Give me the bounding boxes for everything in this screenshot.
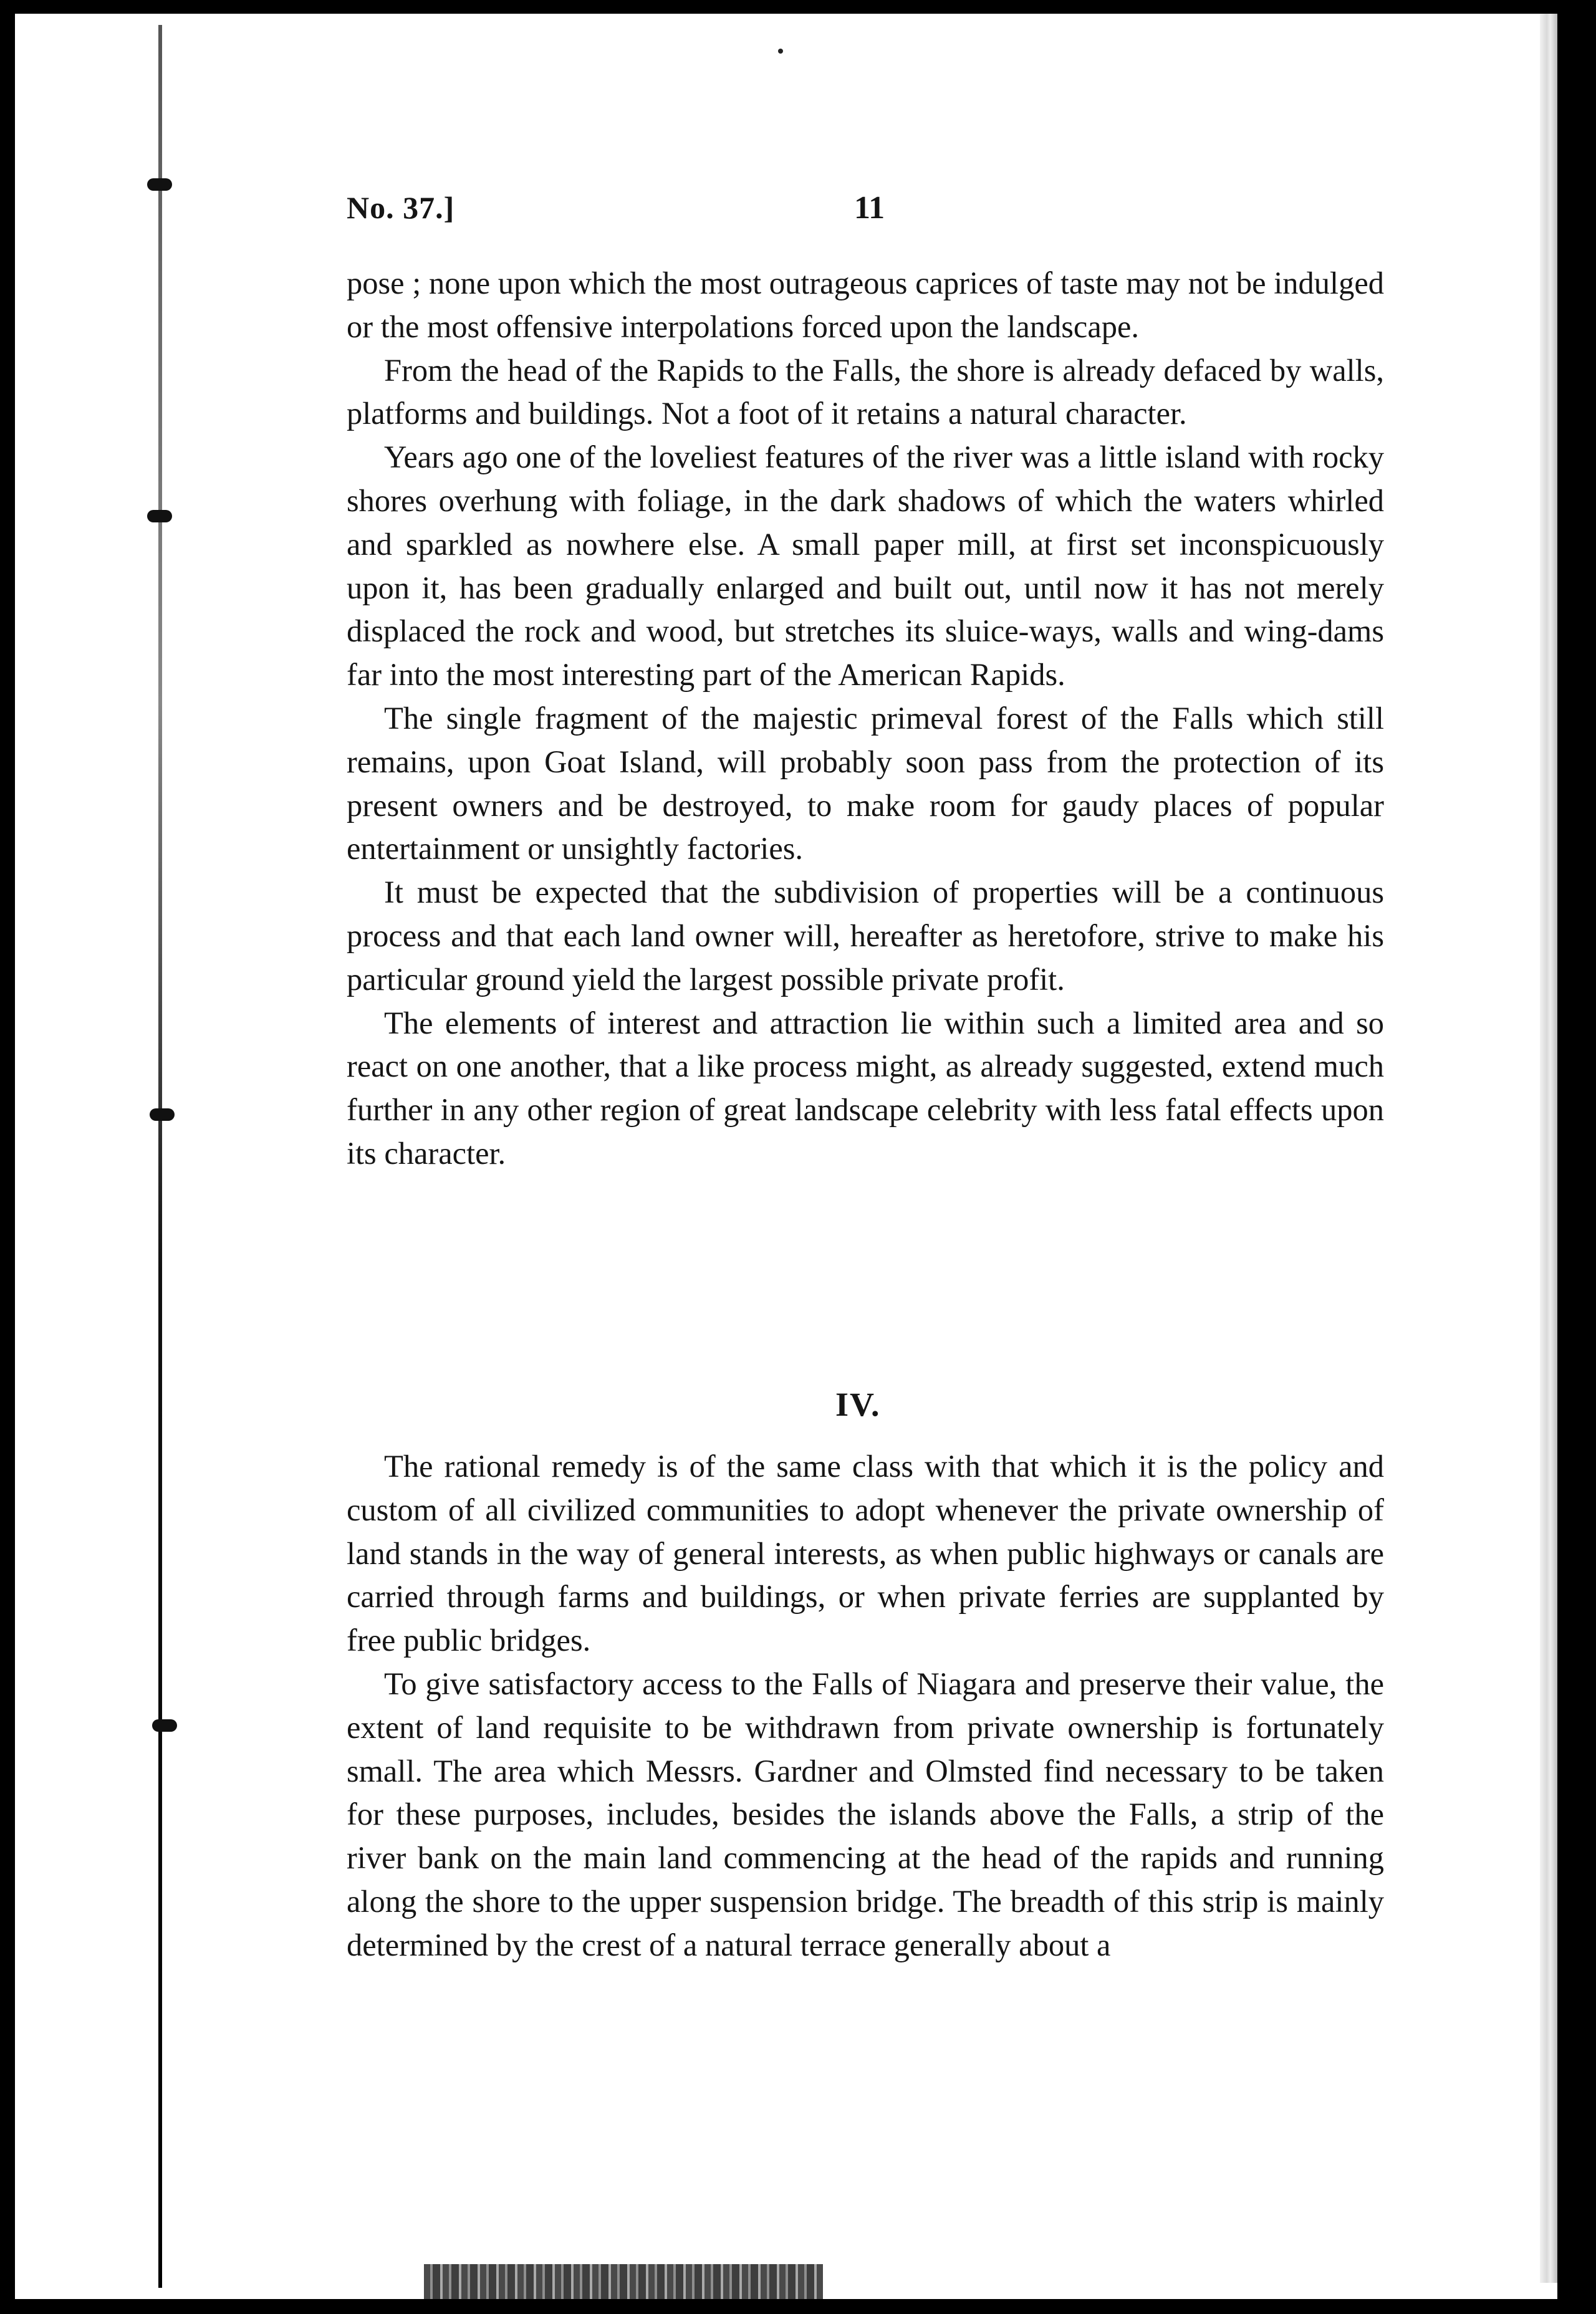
- body-text: [347, 262, 1384, 1176]
- paragraph: The rational remedy is of the same class with that which it is the policy and custom of all civilized communities to adopt whenever the private ownership of land stands in the way of general interests, as when public highways or canals are carried through farms and buildings, or when private ferries are supplanted by free public bridges.: [347, 1449, 1384, 1658]
- binding-stitch-mark: [152, 1719, 177, 1732]
- scan-right-border: [1557, 0, 1596, 2314]
- paragraph: It must be expected that the subdivision of properties will be a continuous process and that each land owner will, hereafter as heretofore, strive to make his particular ground yield the largest possible private profit.: [347, 875, 1384, 997]
- document-number: No. 37.]: [347, 190, 455, 225]
- section-heading: IV.: [835, 1386, 881, 1423]
- gutter-line: [158, 25, 162, 2288]
- paragraph: pose ; none upon which the most outrageous caprices of taste may not be indulged or the most offensive interpolations forced upon the landscape.: [347, 266, 1384, 344]
- scan-left-border: [0, 0, 15, 2314]
- scan-top-border: [0, 0, 1596, 14]
- page-number: 11: [854, 190, 885, 226]
- paragraph: The single fragment of the majestic primeval forest of the Falls which still remains, upon Goat Island, will probably soon pass from the protection of its present owners and be destroyed, to make room for gaudy places of popular entertainment or unsightly factories.: [347, 700, 1384, 867]
- page-header: [347, 190, 1384, 239]
- scan-bottom-border: [0, 2299, 1596, 2314]
- paragraph: From the head of the Rapids to the Falls, the shore is already defaced by walls, platforms and buildings. Not a foot of it retains a natural character.: [347, 352, 1384, 431]
- paragraph: To give satisfactory access to the Falls of Niagara and preserve their value, the extent of land requisite to be withdrawn from private ownership is fortunately small. The area which Messrs. Gardner and Olmsted find necessary to be taken for these purposes, includes, besides the islands above the Falls, a strip of the river bank on the main land commencing at the head of the rapids and running along the shore to the upper suspension bridge. The breadth of this strip is mainly determined by the crest of a natural terrace generally about a: [347, 1666, 1384, 1962]
- binding-strip: [424, 2264, 823, 2299]
- section-body-text: [347, 1445, 1384, 1967]
- page-edge-shadow: [1540, 14, 1557, 2283]
- binding-stitch-mark: [147, 178, 172, 191]
- paragraph: The elements of interest and attraction lie within such a limited area and so react on one another, that a like process might, as already suggested, extend much further in any other region of great landscape celebrity with less fatal effects upon its character.: [347, 1005, 1384, 1171]
- paragraph: Years ago one of the loveliest features of the river was a little island with rocky shores overhung with foliage, in the dark shadows of which the waters whirled and sparkled as nowhere else. A small paper mill, at first set inconspicuously upon it, has been gradually enlarged and built out, until now it has not merely displaced the rock and wood, but stretches its sluice-ways, walls and wing-dams far into the most interesting part of the American Rapids.: [347, 439, 1384, 693]
- binding-stitch-mark: [147, 510, 172, 522]
- ink-speck: [778, 49, 783, 54]
- binding-stitch-mark: [150, 1108, 175, 1121]
